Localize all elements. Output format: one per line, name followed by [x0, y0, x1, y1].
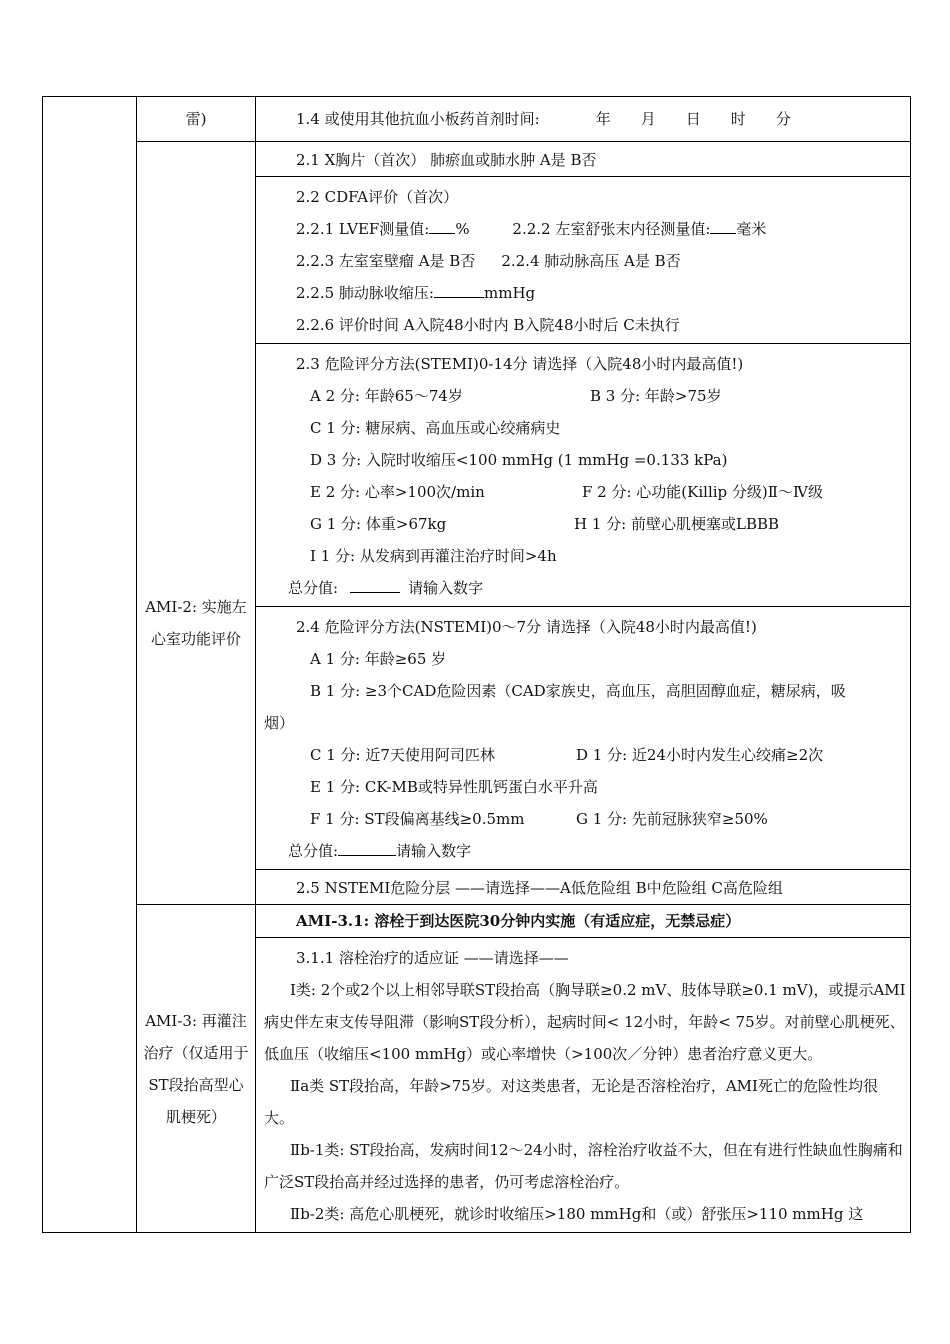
cdfa-title: 2.2 CDFA评价（首次） — [296, 188, 459, 206]
stemi-option-a[interactable]: A 2 分: 年龄65～74岁 — [310, 387, 463, 405]
stemi-option-b[interactable]: B 3 分: 年龄>75岁 — [590, 387, 722, 405]
pasp-input[interactable] — [434, 283, 484, 298]
stemi-total-line: 总分值: 请输入数字 — [288, 579, 484, 597]
stemi-option-g[interactable]: G 1 分: 体重>67kg — [310, 515, 447, 533]
nstemi-fg — [264, 803, 910, 835]
stemi-ab — [264, 380, 910, 412]
class-iia-paragraph: Ⅱa类 ST段抬高，年龄>75岁。对这类患者，无论是否溶栓治疗，AMI死亡的危险性均很大。 — [264, 1077, 878, 1127]
nstemi-option-f[interactable]: F 1 分: ST段偏离基线≥0.5mm — [310, 810, 525, 828]
nstemi-total-input[interactable] — [338, 841, 396, 856]
nstemi-option-d[interactable]: D 1 分: 近24小时内发生心绞痛≥2次 — [576, 746, 824, 764]
pulmonary-hypertension-question: 2.2.4 肺动脉高压 A是 B否 — [501, 252, 681, 270]
nstemi-option-g[interactable]: G 1 分: 先前冠脉狭窄≥50% — [576, 810, 768, 828]
nstemi-risk-stratification[interactable]: 2.5 NSTEMI危险分层 ——请选择——A低危险组 B中危险组 C高危险组 — [296, 879, 783, 897]
lv-diameter-input[interactable] — [710, 219, 736, 234]
category-cell-ami3 — [137, 905, 256, 1233]
nstemi-option-c[interactable]: C 1 分: 近7天使用阿司匹林 — [310, 746, 495, 764]
nstemi-option-e[interactable]: E 1 分: CK-MB或特异性肌钙蛋白水平升高 — [310, 778, 598, 796]
stemi-option-d[interactable]: D 3 分: 入院时收缩压<100 mmHg (1 mmHg =0.133 kPa) — [310, 451, 728, 469]
indicator-table — [42, 96, 911, 1233]
nstemi-total-line: 总分值: 请输入数字 — [288, 842, 472, 860]
row-1-4 — [256, 97, 911, 142]
hour-label: 时 — [730, 110, 746, 128]
stemi-total-input[interactable] — [350, 578, 400, 593]
antiplatelet-time-label: 1.4 或使用其他抗血小板药首剂时间: — [296, 110, 540, 128]
stemi-option-i[interactable]: I 1 分: 从发病到再灌注治疗时间>4h — [310, 547, 557, 565]
nstemi-option-b-cont: 烟） — [264, 714, 295, 732]
stemi-ef — [264, 476, 910, 508]
row-2-5 — [256, 870, 911, 905]
category-label: 雷) — [185, 110, 207, 128]
row-2-3 — [256, 344, 911, 607]
row-2-4 — [256, 607, 911, 870]
aneurysm-hypertension-line — [264, 245, 910, 277]
row-2-1 — [256, 142, 911, 177]
row-3-1 — [256, 905, 911, 938]
lvef-line: 2.2.1 LVEF测量值: % 2.2.2 左室舒张末内径测量值: 毫米 — [296, 220, 767, 238]
class-iib2-paragraph: Ⅱb-2类: 高危心肌梗死，就诊时收缩压>180 mmHg和（或）舒张压>110 mmHg 这 — [290, 1205, 864, 1223]
month-label: 月 — [640, 110, 656, 128]
pasp-line: 2.2.5 肺动脉收缩压: mmHg — [296, 284, 536, 302]
minute-label: 分 — [775, 110, 791, 128]
stemi-option-e[interactable]: E 2 分: 心率>100次/min — [310, 483, 485, 501]
ami-3-1-heading: AMI-3.1: 溶栓于到达医院30分钟内实施（有适应症，无禁忌症） — [296, 912, 741, 930]
year-label: 年 — [595, 110, 611, 128]
day-label: 日 — [685, 110, 701, 128]
nstemi-cd — [264, 739, 910, 771]
nstemi-option-a[interactable]: A 1 分: 年龄≥65 岁 — [310, 650, 447, 668]
nstemi-option-b[interactable]: B 1 分: ≥3个CAD危险因素（CAD家族史，高血压，高胆固醇血症，糖尿病，吸 — [310, 682, 846, 700]
stemi-score-title: 2.3 危险评分方法(STEMI)0-14分 请选择（入院48小时内最高值!) — [296, 355, 744, 373]
stemi-option-h[interactable]: H 1 分: 前壁心肌梗塞或LBBB — [574, 515, 780, 533]
lvef-input[interactable] — [429, 219, 455, 234]
thrombolysis-indication-title[interactable]: 3.1.1 溶栓治疗的适应证 ——请选择—— — [296, 949, 569, 967]
aneurysm-question: 2.2.3 左室室壁瘤 A是 B否 — [296, 252, 476, 270]
stemi-option-c[interactable]: C 1 分: 糖尿病、高血压或心绞痛病史 — [310, 419, 561, 437]
blank-left-column — [43, 97, 137, 1233]
category-label-ami3: AMI-3: 再灌注治疗（仅适用于ST段抬高型心肌梗死） — [143, 1011, 249, 1126]
row-3-1-1 — [256, 938, 911, 1233]
class-iib1-paragraph: Ⅱb-1类: ST段抬高，发病时间12～24小时，溶栓治疗收益不大，但在有进行性缺血性胸痛和广泛ST段抬高并经过选择的患者，仍可考虑溶栓治疗。 — [264, 1141, 903, 1191]
nstemi-score-title: 2.4 危险评分方法(NSTEMI)0～7分 请选择（入院48小时内最高值!) — [296, 618, 757, 636]
chest-xray-question: 2.1 X胸片（首次） 肺瘀血或肺水肿 A是 B否 — [296, 151, 597, 169]
class-i-paragraph: Ⅰ类: 2个或2个以上相邻导联ST段抬高（胸导联≥0.2 mV、肢体导联≥0.1 mV)，或提示AMI病史伴左束支传导阻滞（影响ST段分析），起病时间< 12小时，年龄< 75岁。对前壁心肌梗死、低血压（收缩压<100 mmHg）或心率增快（>100次／分钟）患者治疗意义更大。 — [264, 981, 906, 1063]
antiplatelet-time-line — [264, 103, 910, 135]
row-2-2 — [256, 177, 911, 344]
stemi-option-f[interactable]: F 2 分: 心功能(Killip 分级)Ⅱ～Ⅳ级 — [582, 483, 823, 501]
category-cell-ami2 — [137, 142, 256, 905]
stemi-gh — [264, 508, 910, 540]
category-label-ami2: AMI-2: 实施左心室功能评价 — [145, 598, 247, 648]
category-cell-continued — [137, 97, 256, 142]
evaluation-time-line: 2.2.6 评价时间 A入院48小时内 B入院48小时后 C未执行 — [296, 316, 680, 334]
